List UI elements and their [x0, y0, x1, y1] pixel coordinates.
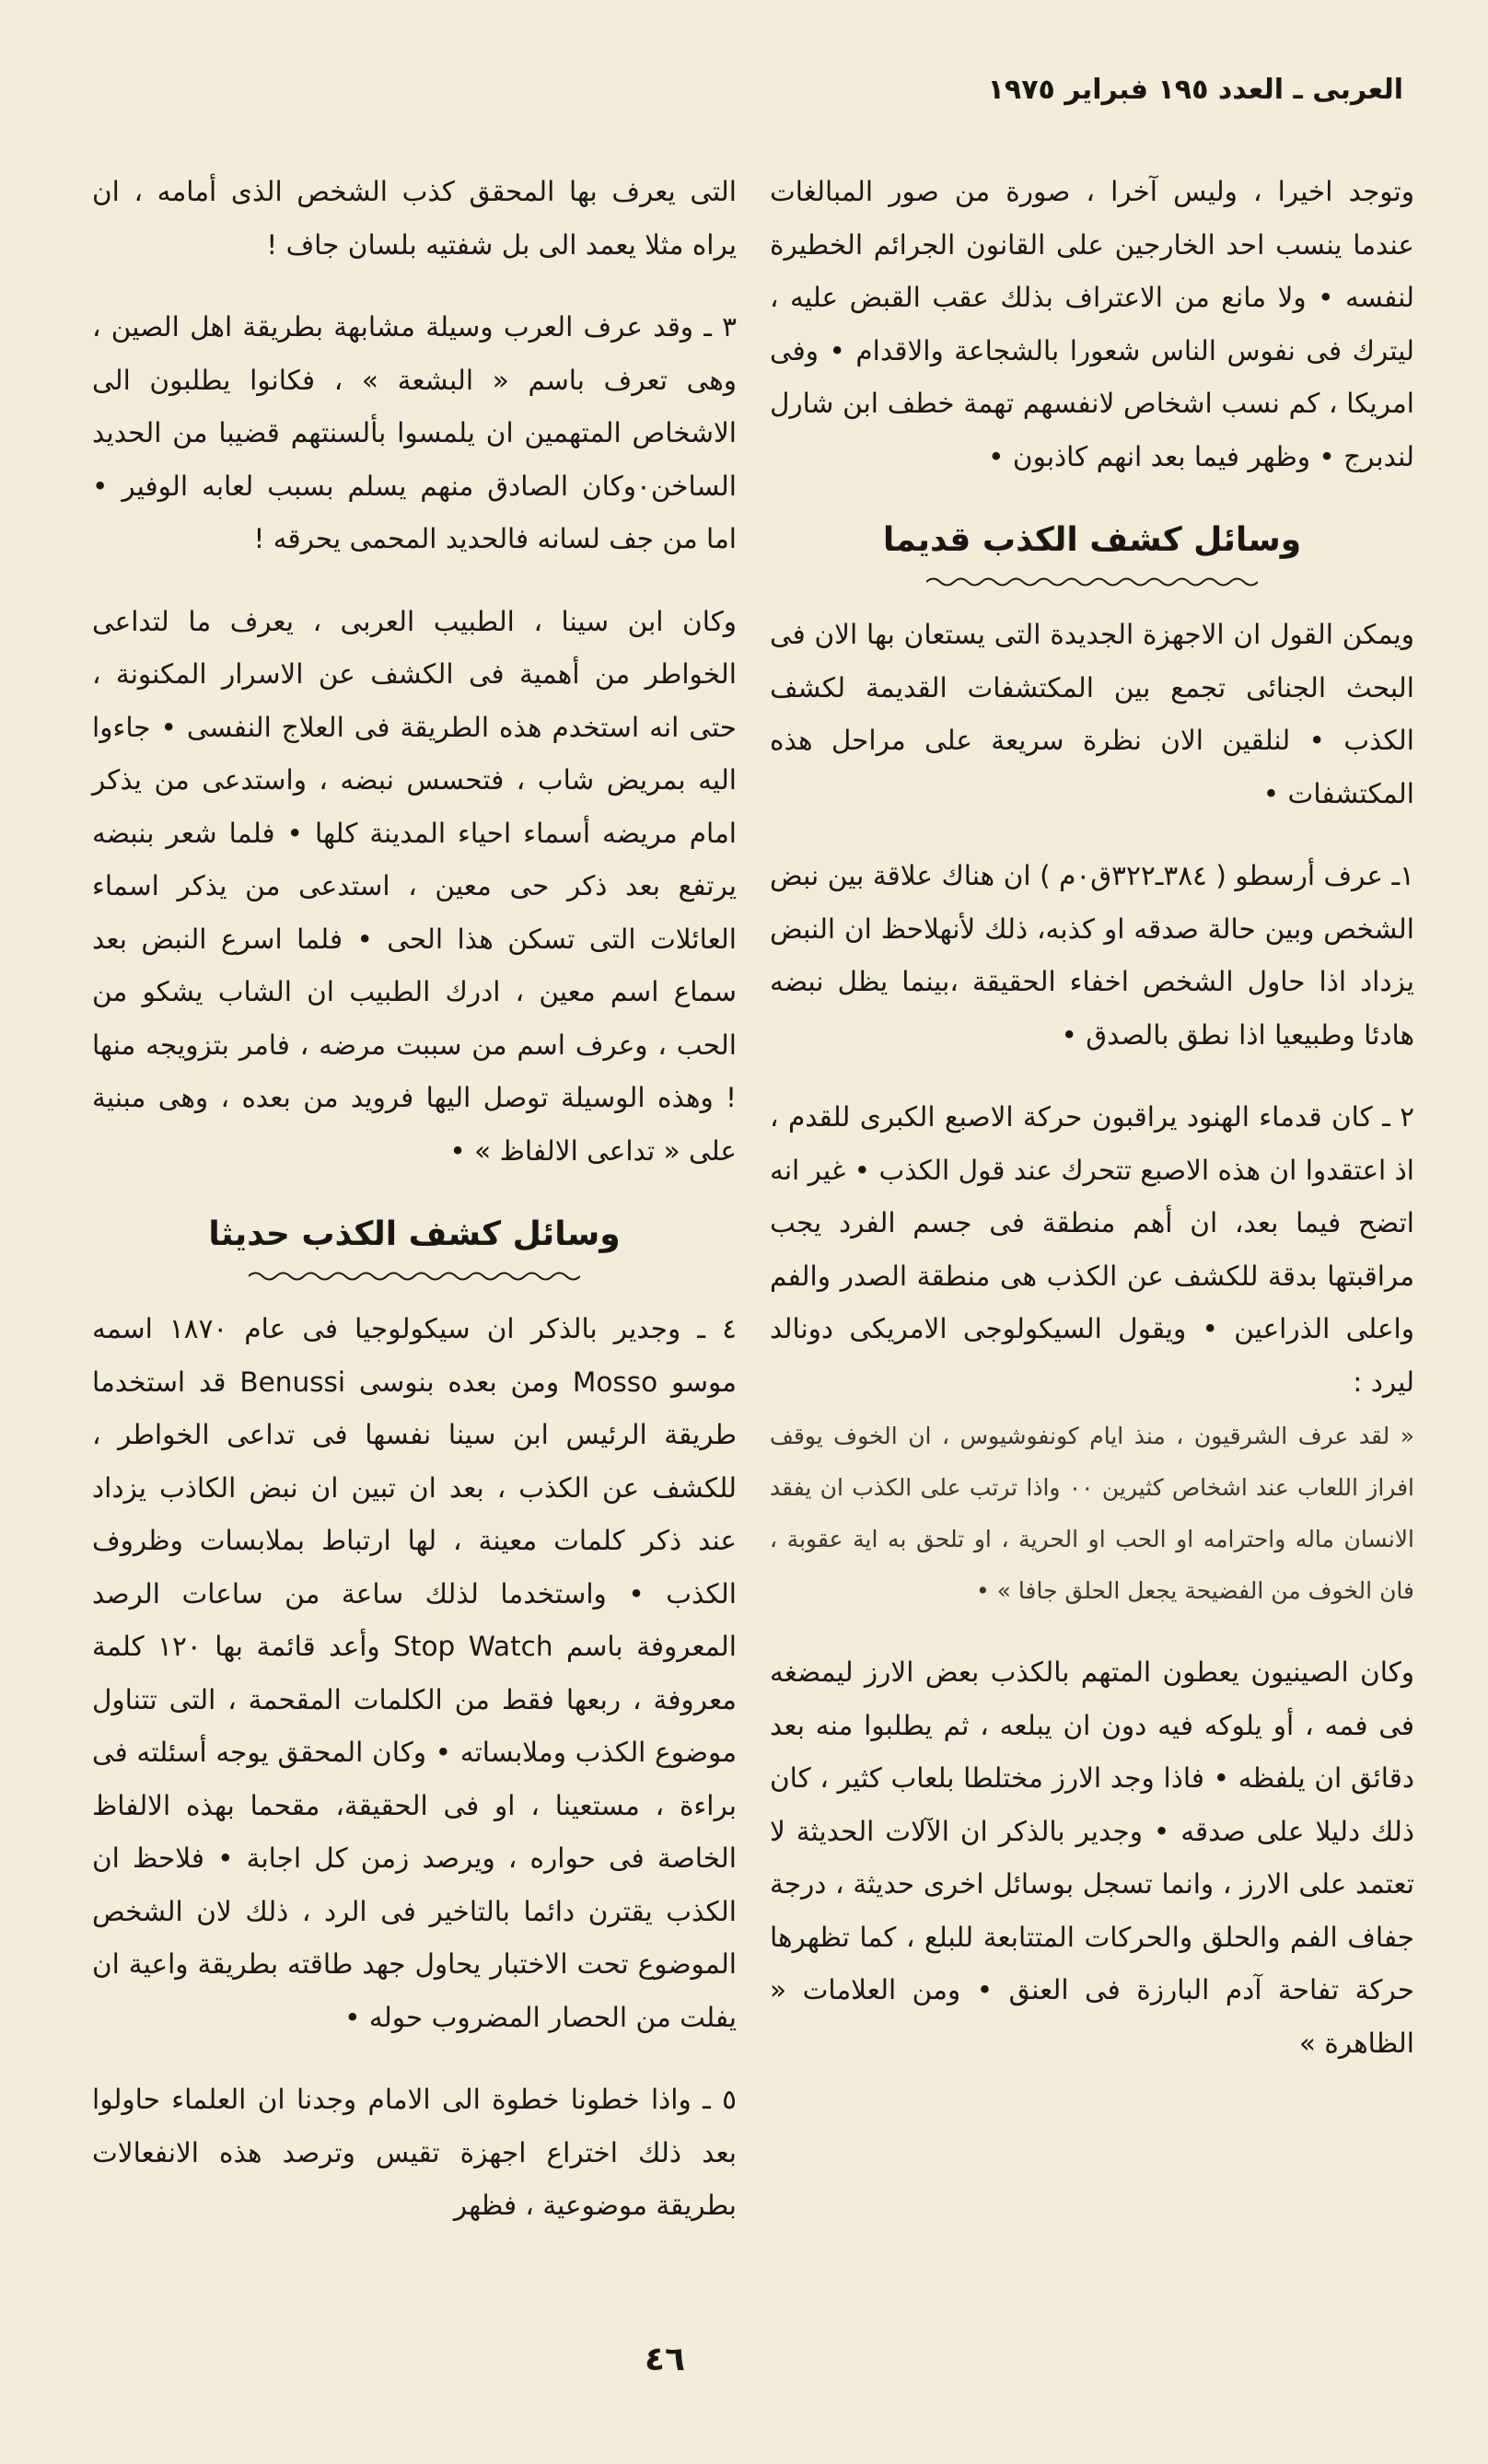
- paragraph: ٥ ـ واذا خطونا خطوة الى الامام وجدنا ان العلماء حاولوا بعد ذلك اختراع اجهزة تقيس وترصد هذه الانفعالات بطريقة موضوعية ، فظهر: [92, 2084, 737, 2221]
- paragraph: وتوجد اخيرا ، وليس آخرا ، صورة من صور المبالغات عندما ينسب احد الخارجين على القانون الجرائم الخطيرة لنفسه • ولا مانع من الاعتراف بذلك عقب القبض عليه ، ليترك فى نفوس الناس شعورا بالشجاعة والاقدام • وفى امريكا ، كم نسب اشخاص لانفسهم تهمة خطف ابن شارل لندبرج • وظهر فيما بعد انهم كاذبون •: [770, 176, 1414, 472]
- quotation: « لقد عرف الشرقيون ، منذ ايام كونفوشيوس ، ان الخوف يوقف افراز اللعاب عند اشخاص كثيرين ٠٠ واذا ترتب على الكذب ان يفقد الانسان ماله واحترامه او الحب او الحرية ، او تلحق به اية عقوبة ، فان الخوف من الفضيحة يجعل الحلق جافا » •: [770, 1423, 1414, 1604]
- right-column: [770, 166, 1414, 2099]
- page-number: ٤٦: [645, 2341, 685, 2378]
- paragraph: ٤ ـ وجدير بالذكر ان سيكولوجيا فى عام ١٨٧٠ اسمه موسو Mosso ومن بعده بنوسى Benussi قد استخدما طريقة الرئيس ابن سينا نفسها فى تداعى الخواطر ، للكشف عن الكذب ، بعد ان تبين ان نبض الكاذب يزداد عند ذكر كلمات معينة ، لها ارتباط بملابسات وظروف الكذب • واستخدما لذلك ساعة من ساعات الرصد المعروفة باسم Stop Watch وأعد قائمة بها ١٢٠ كلمة معروفة ، ربعها فقط من الكلمات المقحمة ، التى تتناول موضوع الكذب وملابساته • وكان المحقق يوجه أسئلته فى براءة ، مستعينا ، او فى الحقيقة، مقحما بهذه الالفاظ الخاصة فى حواره ، ويرصد زمن كل اجابة • فلاحظ ان الكذب يقترن دائما بالتاخير فى الرد ، ذلك لان الشخص الموضوع تحت الاختبار يحاول جهد طاقته بطريقة واعية ان يفلت من الحصار المضروب حوله •: [92, 1313, 737, 2033]
- paragraph: ويمكن القول ان الاجهزة الجديدة التى يستعان بها الان فى البحث الجنائى تجمع بين المكتشفات القديمة لكشف الكذب • لنلقين الان نظرة سريعة على مراحل هذه المكتشفات •: [770, 619, 1414, 809]
- paragraph: وكان ابن سينا ، الطبيب العربى ، يعرف ما لتداعى الخواطر من أهمية فى الكشف عن الاسرار المكنونة ، حتى انه استخدم هذه الطريقة فى العلاج النفسى • جاءوا اليه بمريض شاب ، فتحسس نبضه ، واستدعى من يذكر امام مريضه أسماء احياء المدينة كلها • فلما شعر بنبضه يرتفع بعد ذكر حى معين ، استدعى من يذكر اسماء العائلات التى تسكن هذا الحى • فلما اسرع النبض بعد سماع اسم معين ، ادرك الطبيب ان الشاب يشكو من الحب ، وعرف اسم من سببت مرضه ، فامر بتزويجه منها ! وهذه الوسيلة توصل اليها فرويد من بعده ، وهى مبنية على « تداعى الالفاظ » •: [92, 605, 737, 1167]
- paragraph: التى يعرف بها المحقق كذب الشخص الذى أمامه ، ان يراه مثلا يعمد الى بل شفتيه بلسان جاف !: [92, 176, 737, 261]
- paragraph: ٣ ـ وقد عرف العرب وسيلة مشابهة بطريقة اهل الصين ، وهى تعرف باسم « البشعة » ، فكانوا يطلبون الى الاشخاص المتهمين ان يلمسوا بألسنتهم قضيبا من الحديد الساخن٠وكان الصادق منهم يسلم بسبب لعابه الوفير • اما من جف لسانه فالحديد المحمى يحرقه !: [92, 311, 737, 554]
- paragraph: وكان الصينيون يعطون المتهم بالكذب بعض الارز ليمضغه فى فمه ، أو يلوكه فيه دون ان يبلعه ، ثم يطلبوا منه بعد دقائق ان يلفظه • فاذا وجد الارز مختلطا بلعاب كثير ، كان ذلك دليلا على صدقه • وجدير بالذكر ان الآلات الحديثة لا تعتمد على الارز ، وانما تسجل بوسائل اخرى حديثة ، درجة جفاف الفم والحلق والحركات المتتابعة للبلع ، كما تظهرها حركة تفاحة آدم البارزة فى العنق • ومن العلامات « الظاهرة »: [770, 1656, 1414, 2059]
- wavy-divider: [926, 575, 1258, 588]
- section-heading-modern-methods: وسائل كشف الكذب حديثا: [208, 1215, 621, 1253]
- left-column: [92, 166, 737, 2262]
- paragraph: ١ـ عرف أرسطو ( ٣٨٤ـ٣٢٢ق٠م ) ان هناك علاقة بين نبض الشخص وبين حالة صدقه او كذبه، ذلك لأنهلاحظ ان النبض يزداد اذا حاول الشخص اخفاء الحقيقة ،بينما يظل نبضه هادئا وطبيعيا اذا نطق بالصدق •: [770, 860, 1414, 1051]
- wavy-divider: [249, 1270, 580, 1283]
- paragraph: ٢ ـ كان قدماء الهنود يراقبون حركة الاصبع الكبرى للقدم ، اذ اعتقدوا ان هذه الاصبع تتحرك عند قول الكذب • غير انه اتضح فيما بعد، ان أهم منطقة فى جسم الفرد يجب مراقبتها بدقة للكشف عن الكذب هى منطقة الصدر والفم واعلى الذراعين • ويقول السيكولوجى الامريكى دونالد ليرد :: [770, 1101, 1414, 1398]
- running-header: العربى ـ العدد ١٩٥ فبراير ١٩٧٥: [987, 74, 1403, 106]
- section-heading-old-methods: وسائل كشف الكذب قديما: [882, 521, 1302, 559]
